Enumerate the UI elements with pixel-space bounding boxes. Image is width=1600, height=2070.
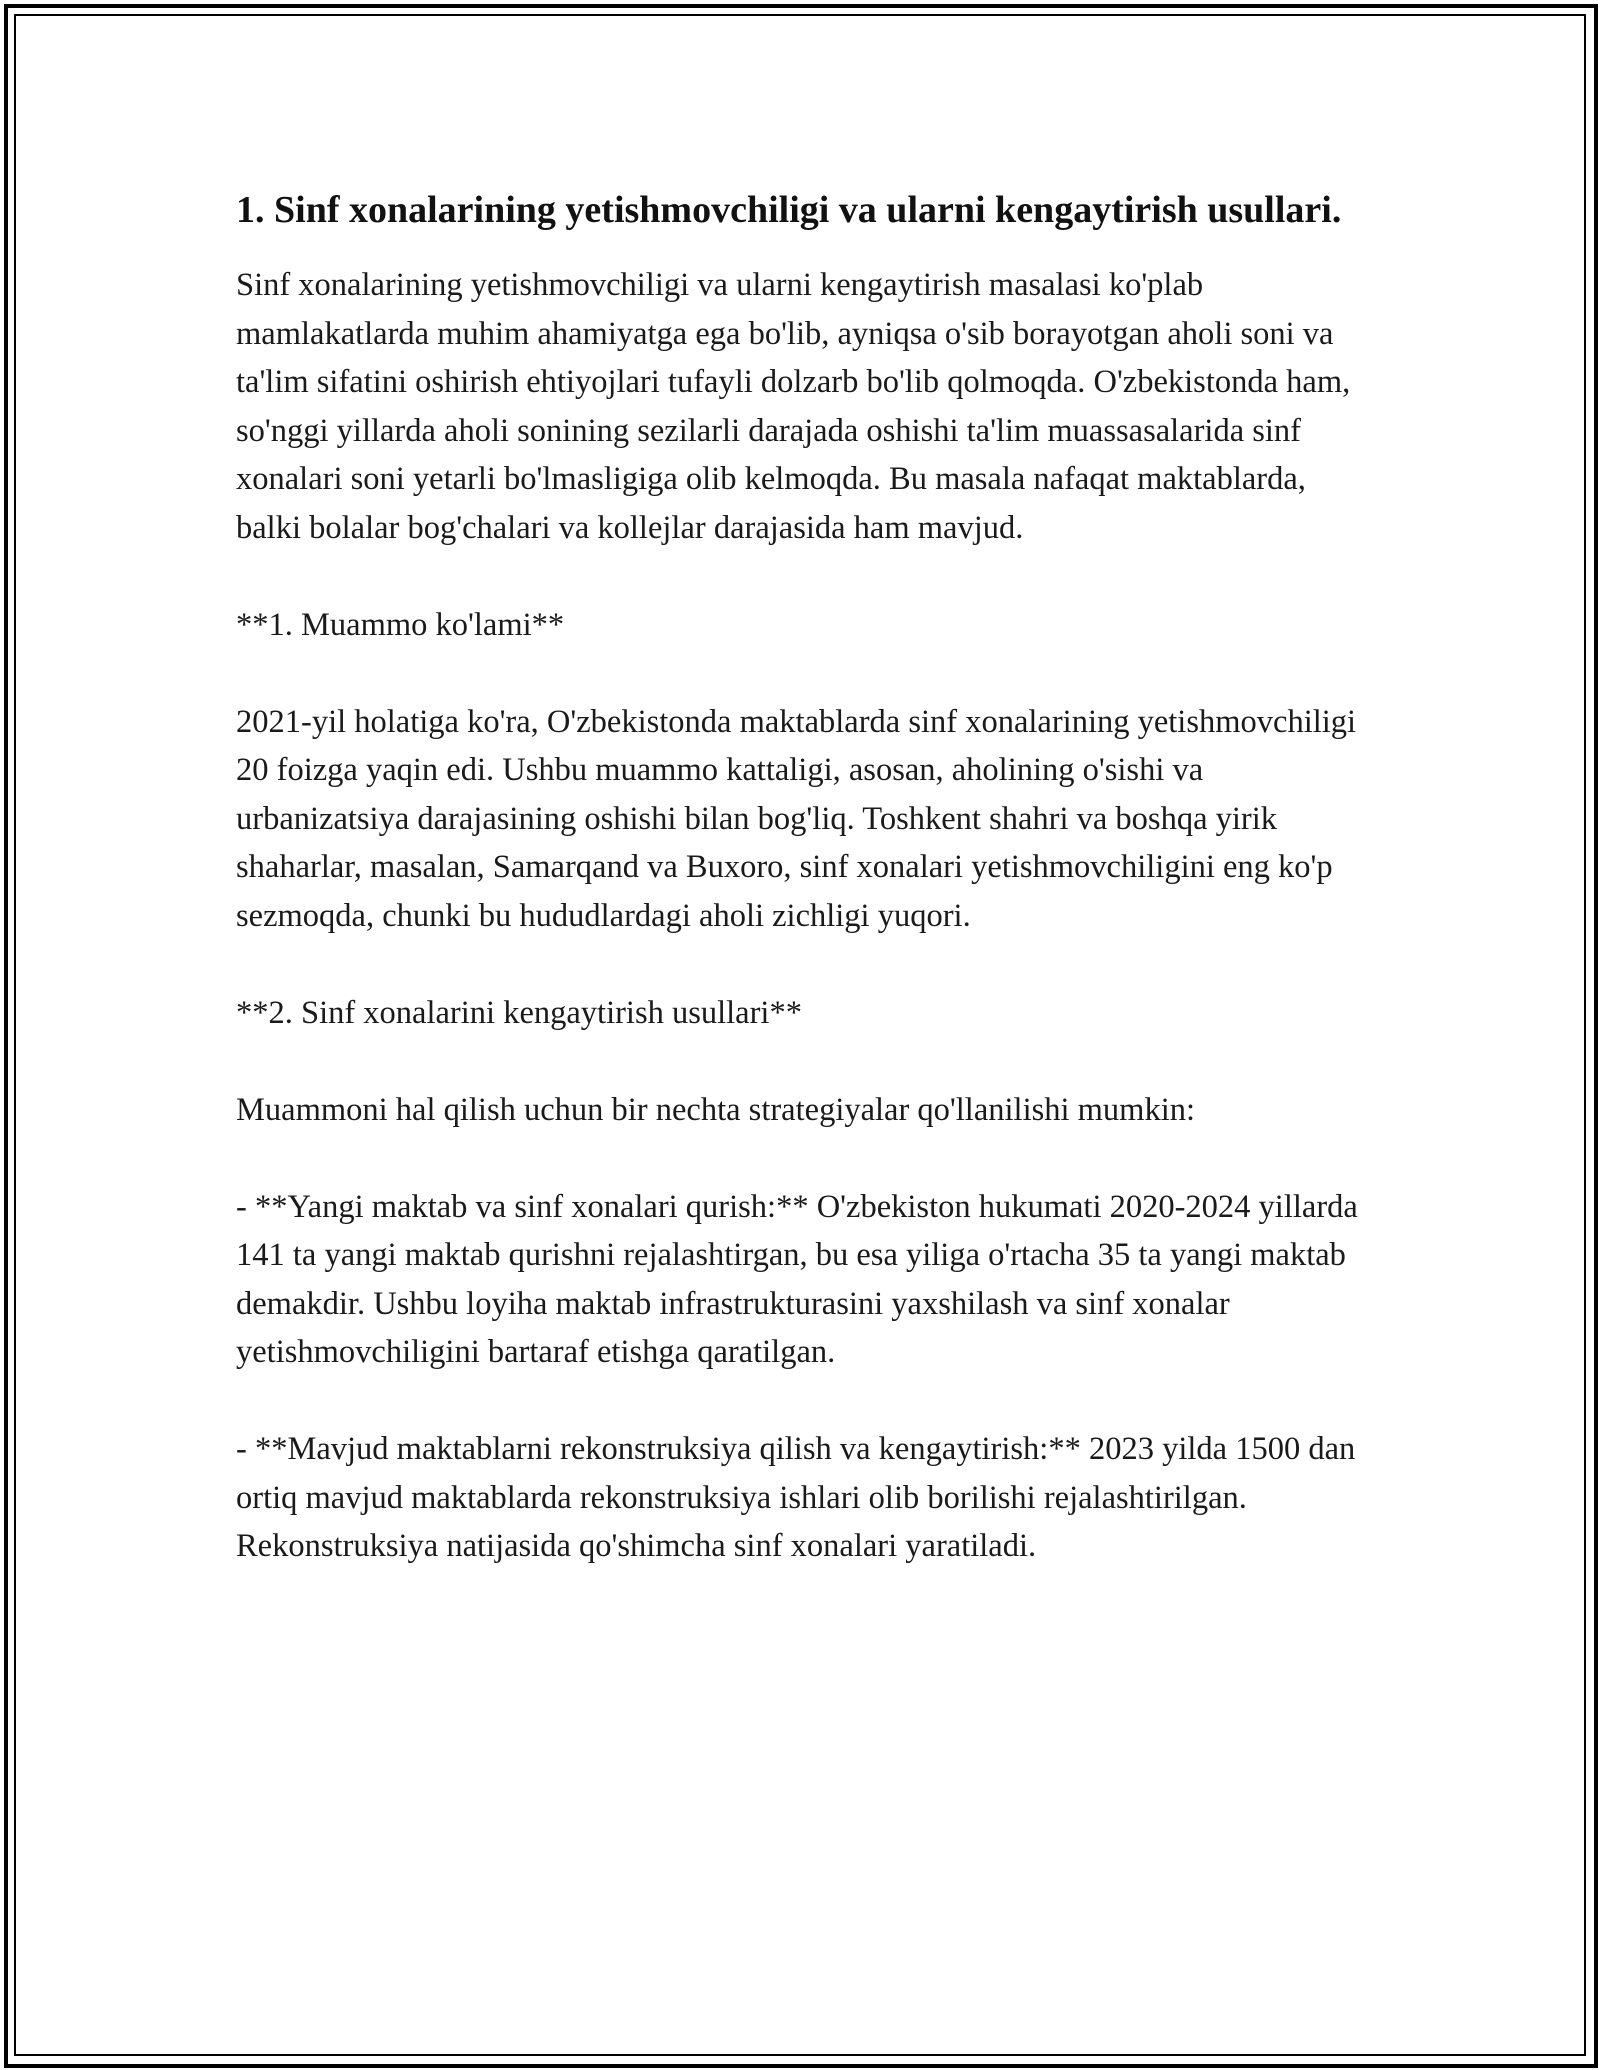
paragraph-scope: 2021-yil holatiga ko'ra, O'zbekistonda maktablarda sinf xonalarining yetishmovchiligi 20 foizga yaqin edi. Ushbu muammo kattaligi, asosan, aholining o'sishi va urbanizatsiya darajasining oshishi bilan bog'liq. Toshkent shahri va boshqa yirik shaharlar, masalan, Samarqand va Buxoro, sinf xonalari yetishmovchiligini eng ko'p sezmoqda, chunki bu hududlardagi aholi zichligi yuqori. [236,703,1357,934]
document-title: 1. Sinf xonalarining yetishmovchiligi va ularni kengaytirish usullari. [236,189,1342,231]
list-item-new-schools: - **Yangi maktab va sinf xonalari qurish:** O'zbekiston hukumati 2020-2024 yillarda 141 ta yangi maktab qurishni rejalashtirgan, bu esa yiliga o'rtacha 35 ta yangi maktab demakdir. Ushbu loyiha maktab infrastrukturasini yaxshilash va sinf xonalar yetishmovchiligini bartaraf etishga qaratilgan. [236,1188,1358,1370]
section-heading-methods: **2. Sinf xonalarini kengaytirish usullari** [236,994,802,1031]
list-item-reconstruction: - **Mavjud maktablarni rekonstruksiya qilish va kengaytirish:** 2023 yilda 1500 dan ortiq mavjud maktablarda rekonstruksiya ishlari olib borilishi rejalashtirilgan. Rekonstruksiya natijasida qo'shimcha sinf xonalari yaratiladi. [236,1431,1356,1564]
section-heading-scope: **1. Muammo ko'lami** [236,606,565,643]
paragraph-intro: Sinf xonalarining yetishmovchiligi va ularni kengaytirish masalasi ko'plab mamlakatlarda muhim ahamiyatga ega bo'lib, ayniqsa o'sib borayotgan aholi soni va ta'lim sifatini oshirish ehtiyojlari tufayli dolzarb bo'lib qolmoqda. O'zbekistonda ham, so'nggi yillarda aholi sonining sezilarli darajada oshishi ta'lim muassasalarida sinf xonalari soni yetarli bo'lmasligiga olib kelmoqda. Bu masala nafaqat maktablarda, balki bolalar bog'chalari va kollejlar darajasida ham mavjud. [236,267,1351,546]
paragraph-strategies-intro: Muammoni hal qilish uchun bir nechta strategiyalar qo'llanilishi mumkin: [236,1091,1196,1128]
document-body [236,186,1366,1619]
